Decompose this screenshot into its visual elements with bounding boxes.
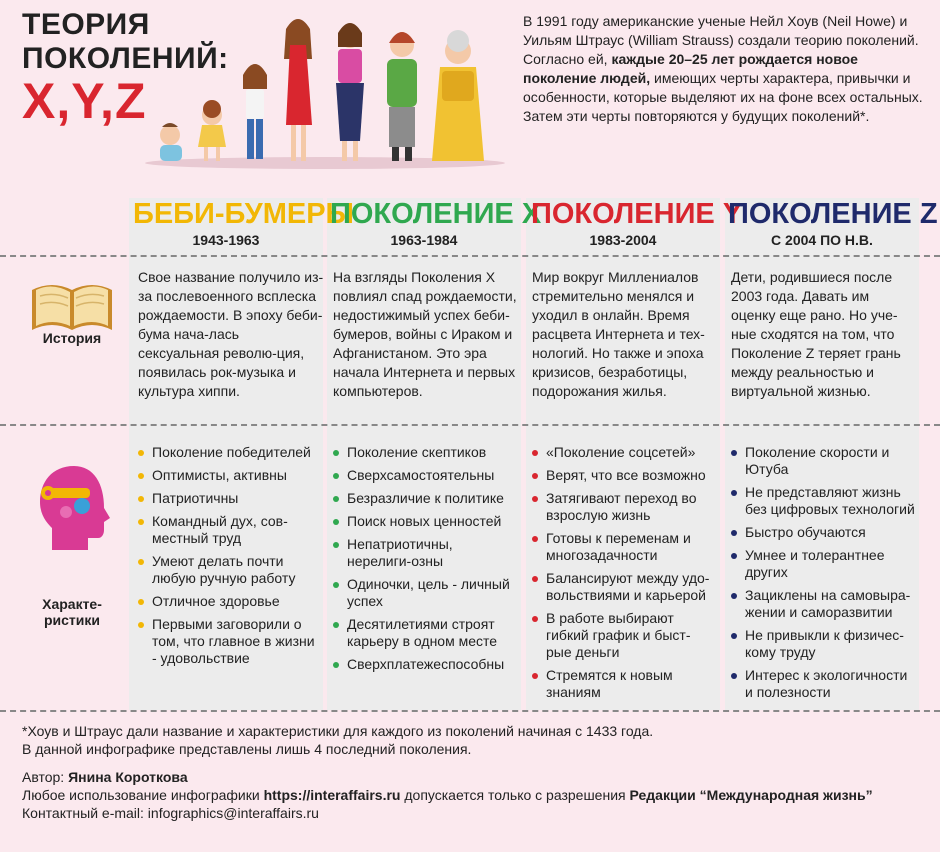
girl-figure <box>243 64 267 159</box>
bullet-dot-icon <box>333 496 339 502</box>
generation-name-y: ПОКОЛЕНИЕ Y <box>531 198 743 230</box>
trait-item <box>532 667 716 701</box>
trait-item <box>532 610 716 661</box>
history-text-z: Дети, родившиеся после 2003 года. Давать им оценку еще рано. Но уче-ные сходятся на том, что Поколение Z теряет грань между реальностью и виртуальной жизнью. <box>731 269 901 399</box>
bullet-dot-icon <box>333 473 339 479</box>
footnote-2: В данной инфографике представлены лишь 4 последний поколения. <box>22 741 472 757</box>
intro-paragraph-2 <box>523 50 923 107</box>
trait-text: Отличное здоровье <box>152 593 280 609</box>
elderly-woman-figure <box>432 30 484 161</box>
bullet-dot-icon <box>532 536 538 542</box>
intro-p2-bold: каждые 20–25 лет рождается новое поколение людей, <box>523 51 858 86</box>
trait-item <box>532 444 716 461</box>
trait-item <box>731 444 915 478</box>
contact-line: Контактный e-mail: infographics@interaffairs.ru <box>22 805 319 821</box>
open-book-icon <box>28 278 116 334</box>
trait-text: Стремятся к новым знаниям <box>546 667 673 700</box>
trait-item <box>333 656 517 673</box>
author-name: Янина Короткова <box>68 769 188 785</box>
trait-text: Первыми заговорили о том, что главное в жизни - удовольствие <box>152 616 315 666</box>
traits-list-z <box>731 444 915 707</box>
bullet-dot-icon <box>333 662 339 668</box>
bullet-dot-icon <box>138 559 144 565</box>
trait-text: Патриотичны <box>152 490 239 506</box>
trait-item <box>138 490 322 507</box>
bullet-dot-icon <box>138 599 144 605</box>
trait-item <box>731 587 915 621</box>
intro-p2-pre: Согласно ей, <box>523 51 612 67</box>
bullet-dot-icon <box>138 450 144 456</box>
adult-woman-figure <box>336 23 364 161</box>
bullet-dot-icon <box>138 496 144 502</box>
intro-paragraph-3: Затем эти черты повторяются у будущих поколений*. <box>523 108 870 124</box>
bullet-dot-icon <box>333 622 339 628</box>
bullet-dot-icon <box>532 616 538 622</box>
head-key-icon <box>34 462 114 554</box>
usage-mid: допускается только с разрешения <box>400 787 630 803</box>
footer <box>22 722 922 822</box>
history-text-y: Мир вокруг Миллениалов стремительно менялся и уходил в онлайн. Время расцвета Интернета и тех-нологий. Но также и эпоха кризисов, безработицы, подорожания жилья. <box>532 269 705 399</box>
trait-text: Поколение скорости и Ютуба <box>745 444 890 477</box>
bullet-dot-icon <box>138 473 144 479</box>
generation-name-boomers: БЕБИ-БУМЕРЫ <box>133 198 354 230</box>
trait-item <box>731 484 915 518</box>
trait-text: Зациклены на самовыра-жении и саморазвитии <box>745 587 911 620</box>
bullet-dot-icon <box>731 450 737 456</box>
bullet-dot-icon <box>333 519 339 525</box>
trait-item <box>333 616 517 650</box>
history-text-boomers: Свое название получило из-за послевоенного всплеска рождаемости. В эпоху беби-бума нача-лась сексуальная револю-ция, появилась рок-музыка и культура хиппи. <box>138 269 324 399</box>
generation-years-y: 1983-2004 <box>589 232 657 248</box>
bullet-dot-icon <box>333 450 339 456</box>
usage-link[interactable]: https://interaffairs.ru <box>263 787 401 803</box>
trait-text: Сверхсамостоятельны <box>347 467 495 483</box>
usage-pre: Любое использование инфографики <box>22 787 264 803</box>
trait-item <box>138 553 322 587</box>
generation-years-z: С 2004 ПО Н.В. <box>771 232 873 248</box>
trait-text: Одиночки, цель - личный успех <box>347 576 510 609</box>
trait-text: Верят, что все возможно <box>546 467 706 483</box>
trait-text: Оптимисты, активны <box>152 467 287 483</box>
trait-item <box>138 616 322 667</box>
trait-text: «Поколение соцсетей» <box>546 444 696 460</box>
trait-item <box>333 467 517 484</box>
bullet-dot-icon <box>731 593 737 599</box>
usage-editorial: Редакции “Международная жизнь” <box>629 787 873 803</box>
bullet-dot-icon <box>532 496 538 502</box>
bullet-dot-icon <box>731 530 737 536</box>
author-label: Автор: <box>22 769 69 785</box>
trait-text: Интерес к экологичности и полезности <box>745 667 908 700</box>
trait-item <box>333 513 517 530</box>
trait-text: Командный дух, сов-местный труд <box>152 513 288 546</box>
trait-text: Умнее и толерантнее других <box>745 547 885 580</box>
trait-text: Непатриотичны, нерелиги-озны <box>347 536 453 569</box>
trait-text: Не представляют жизнь без цифровых технологий <box>745 484 915 517</box>
trait-text: Умеют делать почти любую ручную работу <box>152 553 296 586</box>
trait-text: Поколение скептиков <box>347 444 487 460</box>
trait-item <box>138 593 322 610</box>
row-label-history: История <box>42 330 102 346</box>
title-line-2: ПОКОЛЕНИЙ: <box>22 42 229 75</box>
trait-item <box>532 530 716 564</box>
trait-item <box>532 570 716 604</box>
family-generations-illustration <box>140 15 510 170</box>
bullet-dot-icon <box>138 519 144 525</box>
intro-paragraph-1: В 1991 году американские ученые Нейл Хоув (Neil Howe) и Уильям Штраус (William Strauss) создали теорию поколений. <box>523 13 919 48</box>
intro-text <box>523 12 923 126</box>
author-line <box>22 768 922 786</box>
trait-text: Поколение победителей <box>152 444 311 460</box>
title-line-1: ТЕОРИЯ <box>22 8 150 41</box>
trait-item <box>731 627 915 661</box>
trait-text: Десятилетиями строят карьеру в одном месте <box>347 616 498 649</box>
trait-item <box>333 444 517 461</box>
trait-text: Поиск новых ценностей <box>347 513 502 529</box>
bullet-dot-icon <box>532 450 538 456</box>
trait-item <box>333 576 517 610</box>
trait-text: Не привыкли к физичес-кому труду <box>745 627 904 660</box>
traits-list-y <box>532 444 716 707</box>
trait-text: Готовы к переменам и многозадачности <box>546 530 691 563</box>
bullet-dot-icon <box>731 490 737 496</box>
generation-years-x: 1963-1984 <box>390 232 458 248</box>
trait-item <box>333 490 517 507</box>
row-divider-bottom <box>0 710 940 712</box>
usage-line <box>22 786 922 804</box>
trait-text: Безразличие к политике <box>347 490 504 506</box>
row-divider-middle <box>0 424 940 426</box>
trait-item <box>731 547 915 581</box>
footnote-1: *Хоув и Штраус дали название и характеристики для каждого из поколений начиная с 1433 года. <box>22 723 654 739</box>
middle-aged-woman-figure <box>387 32 417 161</box>
bullet-dot-icon <box>333 582 339 588</box>
bullet-dot-icon <box>532 576 538 582</box>
row-divider-top <box>0 255 940 257</box>
bullet-dot-icon <box>731 553 737 559</box>
trait-text: Сверхплатежеспособны <box>347 656 505 672</box>
bullet-dot-icon <box>138 622 144 628</box>
bullet-dot-icon <box>731 633 737 639</box>
title-letters: X,Y,Z <box>22 73 147 129</box>
row-label-traits: Характе- ристики <box>42 596 102 628</box>
bullet-dot-icon <box>532 673 538 679</box>
trait-text: Быстро обучаются <box>745 524 866 540</box>
trait-item <box>532 467 716 484</box>
young-woman-figure <box>284 19 312 161</box>
trait-item <box>138 513 322 547</box>
baby-figure <box>160 123 182 161</box>
trait-item <box>138 467 322 484</box>
toddler-figure <box>198 100 226 161</box>
trait-item <box>138 444 322 461</box>
history-text-x: На взгляды Поколения Х повлиял спад рождаемости, недостижимый успех беби-бумеров, войны с Ираком и Афганистаном. Это эра начала Интернета и первых компьютеров. <box>333 269 517 399</box>
traits-list-x <box>333 444 517 679</box>
trait-text: В работе выбирают гибкий график и быст-рые деньги <box>546 610 691 660</box>
bullet-dot-icon <box>333 542 339 548</box>
trait-item <box>731 667 915 701</box>
generation-name-z: ПОКОЛЕНИЕ Z <box>728 198 938 230</box>
bullet-dot-icon <box>731 673 737 679</box>
trait-item <box>532 490 716 524</box>
intro-p2-post: имеющих черты характера, привычки и особенности, которые выделяют их на фоне всех остальных. <box>523 70 923 105</box>
bullet-dot-icon <box>532 473 538 479</box>
trait-item <box>333 536 517 570</box>
trait-text: Балансируют между удо-вольствиями и карьерой <box>546 570 710 603</box>
traits-list-boomers <box>138 444 322 673</box>
generation-name-x: ПОКОЛЕНИЕ X <box>330 198 542 230</box>
generation-years-boomers: 1943-1963 <box>192 232 260 248</box>
trait-item <box>731 524 915 541</box>
trait-text: Затягивают переход во взрослую жизнь <box>546 490 697 523</box>
